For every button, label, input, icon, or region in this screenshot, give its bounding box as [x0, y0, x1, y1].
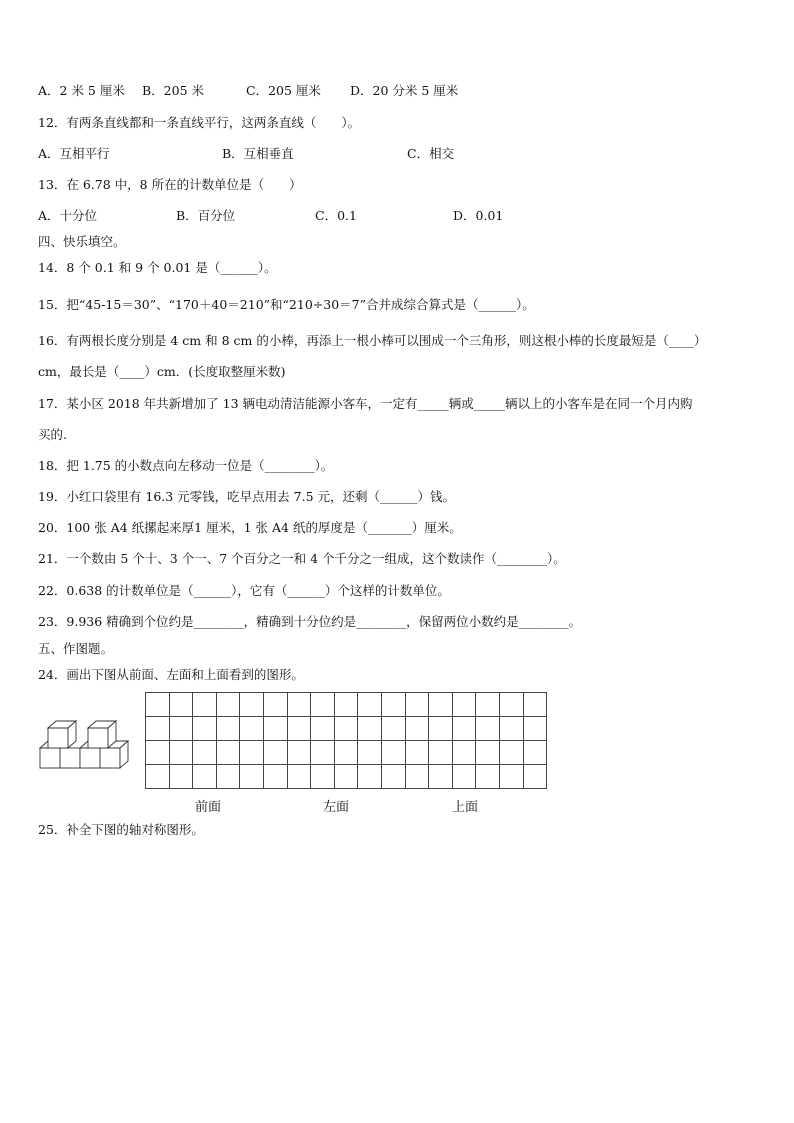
grid-cell[interactable] — [217, 765, 241, 789]
grid-cell[interactable] — [311, 741, 335, 765]
q12-option-a[interactable]: A．互相平行 — [38, 146, 110, 161]
grid-cell[interactable] — [406, 765, 430, 789]
grid-cell[interactable] — [170, 717, 194, 741]
question-17-line-2: 买的. — [38, 427, 67, 442]
grid-cell[interactable] — [217, 693, 241, 717]
label-left-view: 左面 — [323, 800, 350, 815]
section-5-heading: 五、作图题。 — [38, 641, 114, 656]
question-16-line-1: 16．有两根长度分别是 4 cm 和 8 cm 的小棒，再添上一根小棒可以围成一个三角形，则这根小棒的长度最短是（____） — [38, 333, 707, 348]
grid-cell[interactable] — [429, 741, 453, 765]
grid-cell[interactable] — [146, 693, 170, 717]
grid-cell[interactable] — [476, 765, 500, 789]
grid-cell[interactable] — [500, 741, 524, 765]
grid-cell[interactable] — [500, 717, 524, 741]
grid-cell[interactable] — [146, 717, 170, 741]
q13-option-b[interactable]: B．百分位 — [176, 208, 236, 223]
q11-option-b[interactable]: B．205 米 — [142, 83, 205, 98]
grid-cell[interactable] — [146, 741, 170, 765]
grid-cell[interactable] — [406, 693, 430, 717]
q12-stem: 12．有两条直线都和一条直线平行，这两条直线（ ）。 — [38, 115, 361, 130]
q12-option-b[interactable]: B．互相垂直 — [222, 146, 294, 161]
grid-cell[interactable] — [217, 717, 241, 741]
question-14: 14．8 个 0.1 和 9 个 0.01 是（______）。 — [38, 260, 277, 275]
grid-cell[interactable] — [406, 717, 430, 741]
grid-cell[interactable] — [311, 765, 335, 789]
grid-cell[interactable] — [524, 765, 548, 789]
grid-cell[interactable] — [476, 717, 500, 741]
grid-cell[interactable] — [170, 741, 194, 765]
grid-cell[interactable] — [311, 693, 335, 717]
grid-cell[interactable] — [500, 765, 524, 789]
grid-cell[interactable] — [429, 765, 453, 789]
q13-option-c[interactable]: C．0.1 — [315, 208, 357, 223]
grid-cell[interactable] — [288, 741, 312, 765]
question-25: 25．补全下图的轴对称图形。 — [38, 822, 204, 837]
grid-cell[interactable] — [476, 741, 500, 765]
grid-cell[interactable] — [264, 741, 288, 765]
q13-option-a[interactable]: A．十分位 — [38, 208, 98, 223]
grid-cell[interactable] — [240, 765, 264, 789]
grid-cell[interactable] — [358, 741, 382, 765]
grid-cell[interactable] — [476, 693, 500, 717]
question-16-line-2: cm，最长是（____）cm．(长度取整厘米数) — [38, 364, 286, 379]
grid-cell[interactable] — [358, 717, 382, 741]
grid-cell[interactable] — [382, 765, 406, 789]
grid-cell[interactable] — [429, 693, 453, 717]
grid-cell[interactable] — [335, 717, 359, 741]
question-24: 24．画出下图从前面、左面和上面看到的图形。 — [38, 667, 304, 682]
grid-cell[interactable] — [382, 693, 406, 717]
grid-cell[interactable] — [288, 693, 312, 717]
grid-cell[interactable] — [358, 765, 382, 789]
cube-bottom-4 — [100, 748, 120, 768]
cube-bottom-2 — [60, 748, 80, 768]
question-21: 21．一个数由 5 个十、3 个一、7 个百分之一和 4 个千分之一组成，这个数读作（________）。 — [38, 551, 566, 566]
grid-cell[interactable] — [406, 741, 430, 765]
grid-cell[interactable] — [453, 741, 477, 765]
grid-cell[interactable] — [170, 765, 194, 789]
grid-cell[interactable] — [288, 717, 312, 741]
grid-cell[interactable] — [217, 741, 241, 765]
grid-cell[interactable] — [193, 693, 217, 717]
cube-bottom-3 — [80, 748, 100, 768]
grid-cell[interactable] — [193, 765, 217, 789]
q11-option-c[interactable]: C．205 厘米 — [246, 83, 321, 98]
q13-option-d[interactable]: D．0.01 — [453, 208, 504, 223]
grid-cell[interactable] — [288, 765, 312, 789]
grid-cell[interactable] — [382, 741, 406, 765]
label-front-view: 前面 — [195, 800, 222, 815]
cube-bottom-1 — [40, 748, 60, 768]
drawing-grid[interactable] — [145, 692, 547, 789]
grid-cell[interactable] — [146, 765, 170, 789]
cube-top-1 — [48, 728, 68, 748]
question-17-line-1: 17．某小区 2018 年共新增加了 13 辆电动清洁能源小客车，一定有_____辆或_____辆以上的小客车是在同一个月内购 — [38, 396, 693, 411]
grid-cell[interactable] — [453, 693, 477, 717]
question-19: 19．小红口袋里有 16.3 元零钱，吃早点用去 7.5 元，还剩（______）钱。 — [38, 489, 456, 504]
grid-cell[interactable] — [240, 693, 264, 717]
question-22: 22．0.638 的计数单位是（______），它有（______）个这样的计数单位。 — [38, 583, 450, 598]
question-20: 20．100 张 A4 纸摞起来厚1 厘米，1 张 A4 纸的厚度是（_______）厘米。 — [38, 520, 462, 535]
grid-cell[interactable] — [240, 717, 264, 741]
grid-cell[interactable] — [382, 717, 406, 741]
grid-cell[interactable] — [193, 741, 217, 765]
grid-cell[interactable] — [524, 717, 548, 741]
label-top-view: 上面 — [452, 800, 479, 815]
grid-cell[interactable] — [193, 717, 217, 741]
grid-cell[interactable] — [453, 717, 477, 741]
question-15: 15．把“45-15＝30”、“170＋40＝210”和“210÷30＝7”合并成综合算式是（______）。 — [38, 297, 535, 312]
cube-stack-figure — [38, 714, 134, 770]
grid-cell[interactable] — [500, 693, 524, 717]
grid-cell[interactable] — [429, 717, 453, 741]
q11-option-d[interactable]: D．20 分米 5 厘米 — [350, 83, 459, 98]
grid-cell[interactable] — [335, 741, 359, 765]
grid-cell[interactable] — [264, 765, 288, 789]
cube-top-2 — [88, 728, 108, 748]
grid-cell[interactable] — [311, 717, 335, 741]
grid-cell[interactable] — [264, 717, 288, 741]
grid-cell[interactable] — [170, 693, 194, 717]
grid-cell[interactable] — [335, 693, 359, 717]
grid-cell[interactable] — [524, 693, 548, 717]
section-4-heading: 四、快乐填空。 — [38, 234, 126, 249]
grid-cell[interactable] — [453, 765, 477, 789]
grid-cell[interactable] — [358, 693, 382, 717]
grid-cell[interactable] — [264, 693, 288, 717]
grid-cell[interactable] — [335, 765, 359, 789]
grid-cell[interactable] — [240, 741, 264, 765]
question-23: 23．9.936 精确到个位约是________，精确到十分位约是________，保留两位小数约是________。 — [38, 614, 582, 629]
q13-stem: 13．在 6.78 中，8 所在的计数单位是（ ） — [38, 177, 302, 192]
q12-option-c[interactable]: C．相交 — [407, 146, 455, 161]
q11-option-a[interactable]: A．2 米 5 厘米 — [38, 83, 125, 98]
grid-cell[interactable] — [524, 741, 548, 765]
question-18: 18．把 1.75 的小数点向左移动一位是（________）。 — [38, 458, 334, 473]
